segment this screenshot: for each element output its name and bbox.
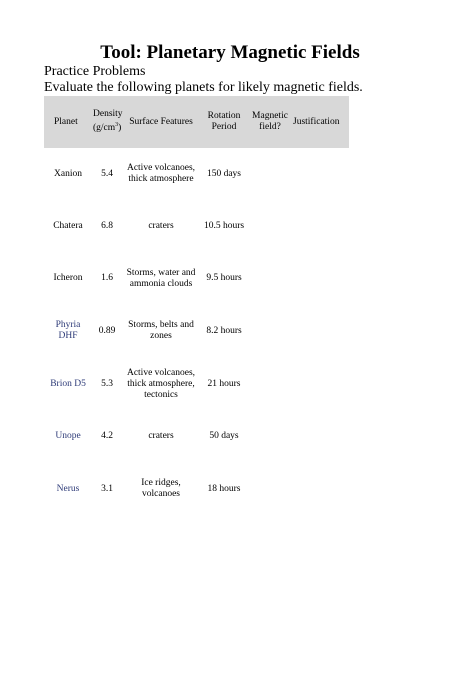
planet-rotation: 8.2 hours bbox=[206, 325, 242, 336]
planet-surface: craters bbox=[148, 431, 174, 442]
planet-density: 4.2 bbox=[101, 431, 113, 442]
section-subtitle: Practice Problems bbox=[44, 64, 146, 79]
planet-table bbox=[44, 96, 349, 516]
planet-density: 0.89 bbox=[98, 325, 116, 336]
planet-density: 5.4 bbox=[101, 168, 113, 179]
col-header-rotation-line2: Period bbox=[211, 122, 237, 132]
planet-justification-cell[interactable] bbox=[292, 253, 349, 306]
table-row bbox=[44, 305, 349, 358]
table-row bbox=[44, 463, 349, 516]
col-header-rotation-line1: Rotation bbox=[207, 111, 241, 121]
page-title: Tool: Planetary Magnetic Fields bbox=[100, 42, 360, 63]
table-row bbox=[44, 200, 349, 253]
col-header-rotation bbox=[200, 96, 248, 148]
planet-rotation: 9.5 hours bbox=[206, 273, 242, 284]
planet-rotation: 50 days bbox=[209, 431, 239, 442]
planet-surface: Storms, belts and zones bbox=[128, 320, 194, 342]
planet-justification-cell[interactable] bbox=[292, 200, 349, 253]
planet-name: Unope bbox=[55, 431, 81, 442]
instructions-text: Evaluate the following planets for likely magnetic fields. bbox=[44, 80, 363, 95]
col-header-density-unit-exp: 3 bbox=[115, 122, 119, 129]
table-row bbox=[44, 410, 349, 463]
planet-name: Nerus bbox=[56, 483, 80, 494]
col-header-field-line1: Magnetic bbox=[252, 111, 288, 121]
col-header-planet: Planet bbox=[54, 116, 78, 127]
table-header bbox=[44, 96, 349, 148]
planet-field-cell[interactable] bbox=[248, 305, 292, 358]
planet-rotation: 10.5 hours bbox=[203, 220, 245, 231]
planet-field-cell[interactable] bbox=[248, 410, 292, 463]
table-row bbox=[44, 253, 349, 306]
planet-name: Xanion bbox=[54, 168, 82, 179]
planet-field-cell[interactable] bbox=[248, 253, 292, 306]
table-header-row bbox=[44, 96, 349, 148]
planet-rotation: 150 days bbox=[206, 168, 242, 179]
planet-justification-cell[interactable] bbox=[292, 410, 349, 463]
planet-justification-cell[interactable] bbox=[292, 305, 349, 358]
col-header-density bbox=[92, 96, 122, 148]
table-body bbox=[44, 148, 349, 516]
planet-field-cell[interactable] bbox=[248, 463, 292, 516]
planet-name: Brion D5 bbox=[50, 378, 86, 389]
planet-surface: Active volcanoes, thick atmosphere, tectonics bbox=[126, 367, 196, 400]
planet-surface: Ice ridges, volcanoes bbox=[141, 478, 181, 500]
planet-field-cell[interactable] bbox=[248, 358, 292, 411]
planet-justification-cell[interactable] bbox=[292, 358, 349, 411]
col-header-field bbox=[248, 96, 292, 148]
table-row bbox=[44, 148, 349, 200]
planet-name: Icheron bbox=[53, 273, 83, 284]
col-header-surface: Surface Features bbox=[129, 116, 193, 127]
planet-surface: Active volcanoes, thick atmosphere bbox=[126, 163, 196, 184]
table-row bbox=[44, 358, 349, 411]
planet-rotation: 18 hours bbox=[207, 483, 241, 494]
planet-field-cell[interactable] bbox=[248, 148, 292, 200]
planet-density: 6.8 bbox=[101, 220, 113, 231]
col-header-field-line2: field? bbox=[259, 122, 281, 132]
col-header-density-label: Density bbox=[93, 109, 123, 120]
planet-density: 5.3 bbox=[101, 378, 113, 389]
col-header-density-unit-close: ) bbox=[118, 123, 122, 134]
planet-density: 1.6 bbox=[101, 273, 113, 284]
planet-field-cell[interactable] bbox=[248, 200, 292, 253]
col-header-justification: Justification bbox=[293, 116, 340, 127]
planet-justification-cell[interactable] bbox=[292, 463, 349, 516]
planet-name: Phyria DHF bbox=[55, 320, 81, 342]
planet-surface: Storms, water and ammonia clouds bbox=[126, 267, 196, 289]
planet-name: Chatera bbox=[53, 220, 83, 231]
planet-density: 3.1 bbox=[101, 483, 113, 494]
col-header-density-unit: (g/cm bbox=[93, 123, 116, 134]
planet-rotation: 21 hours bbox=[207, 378, 241, 389]
planet-justification-cell[interactable] bbox=[292, 148, 349, 200]
planet-surface: craters bbox=[148, 220, 174, 231]
